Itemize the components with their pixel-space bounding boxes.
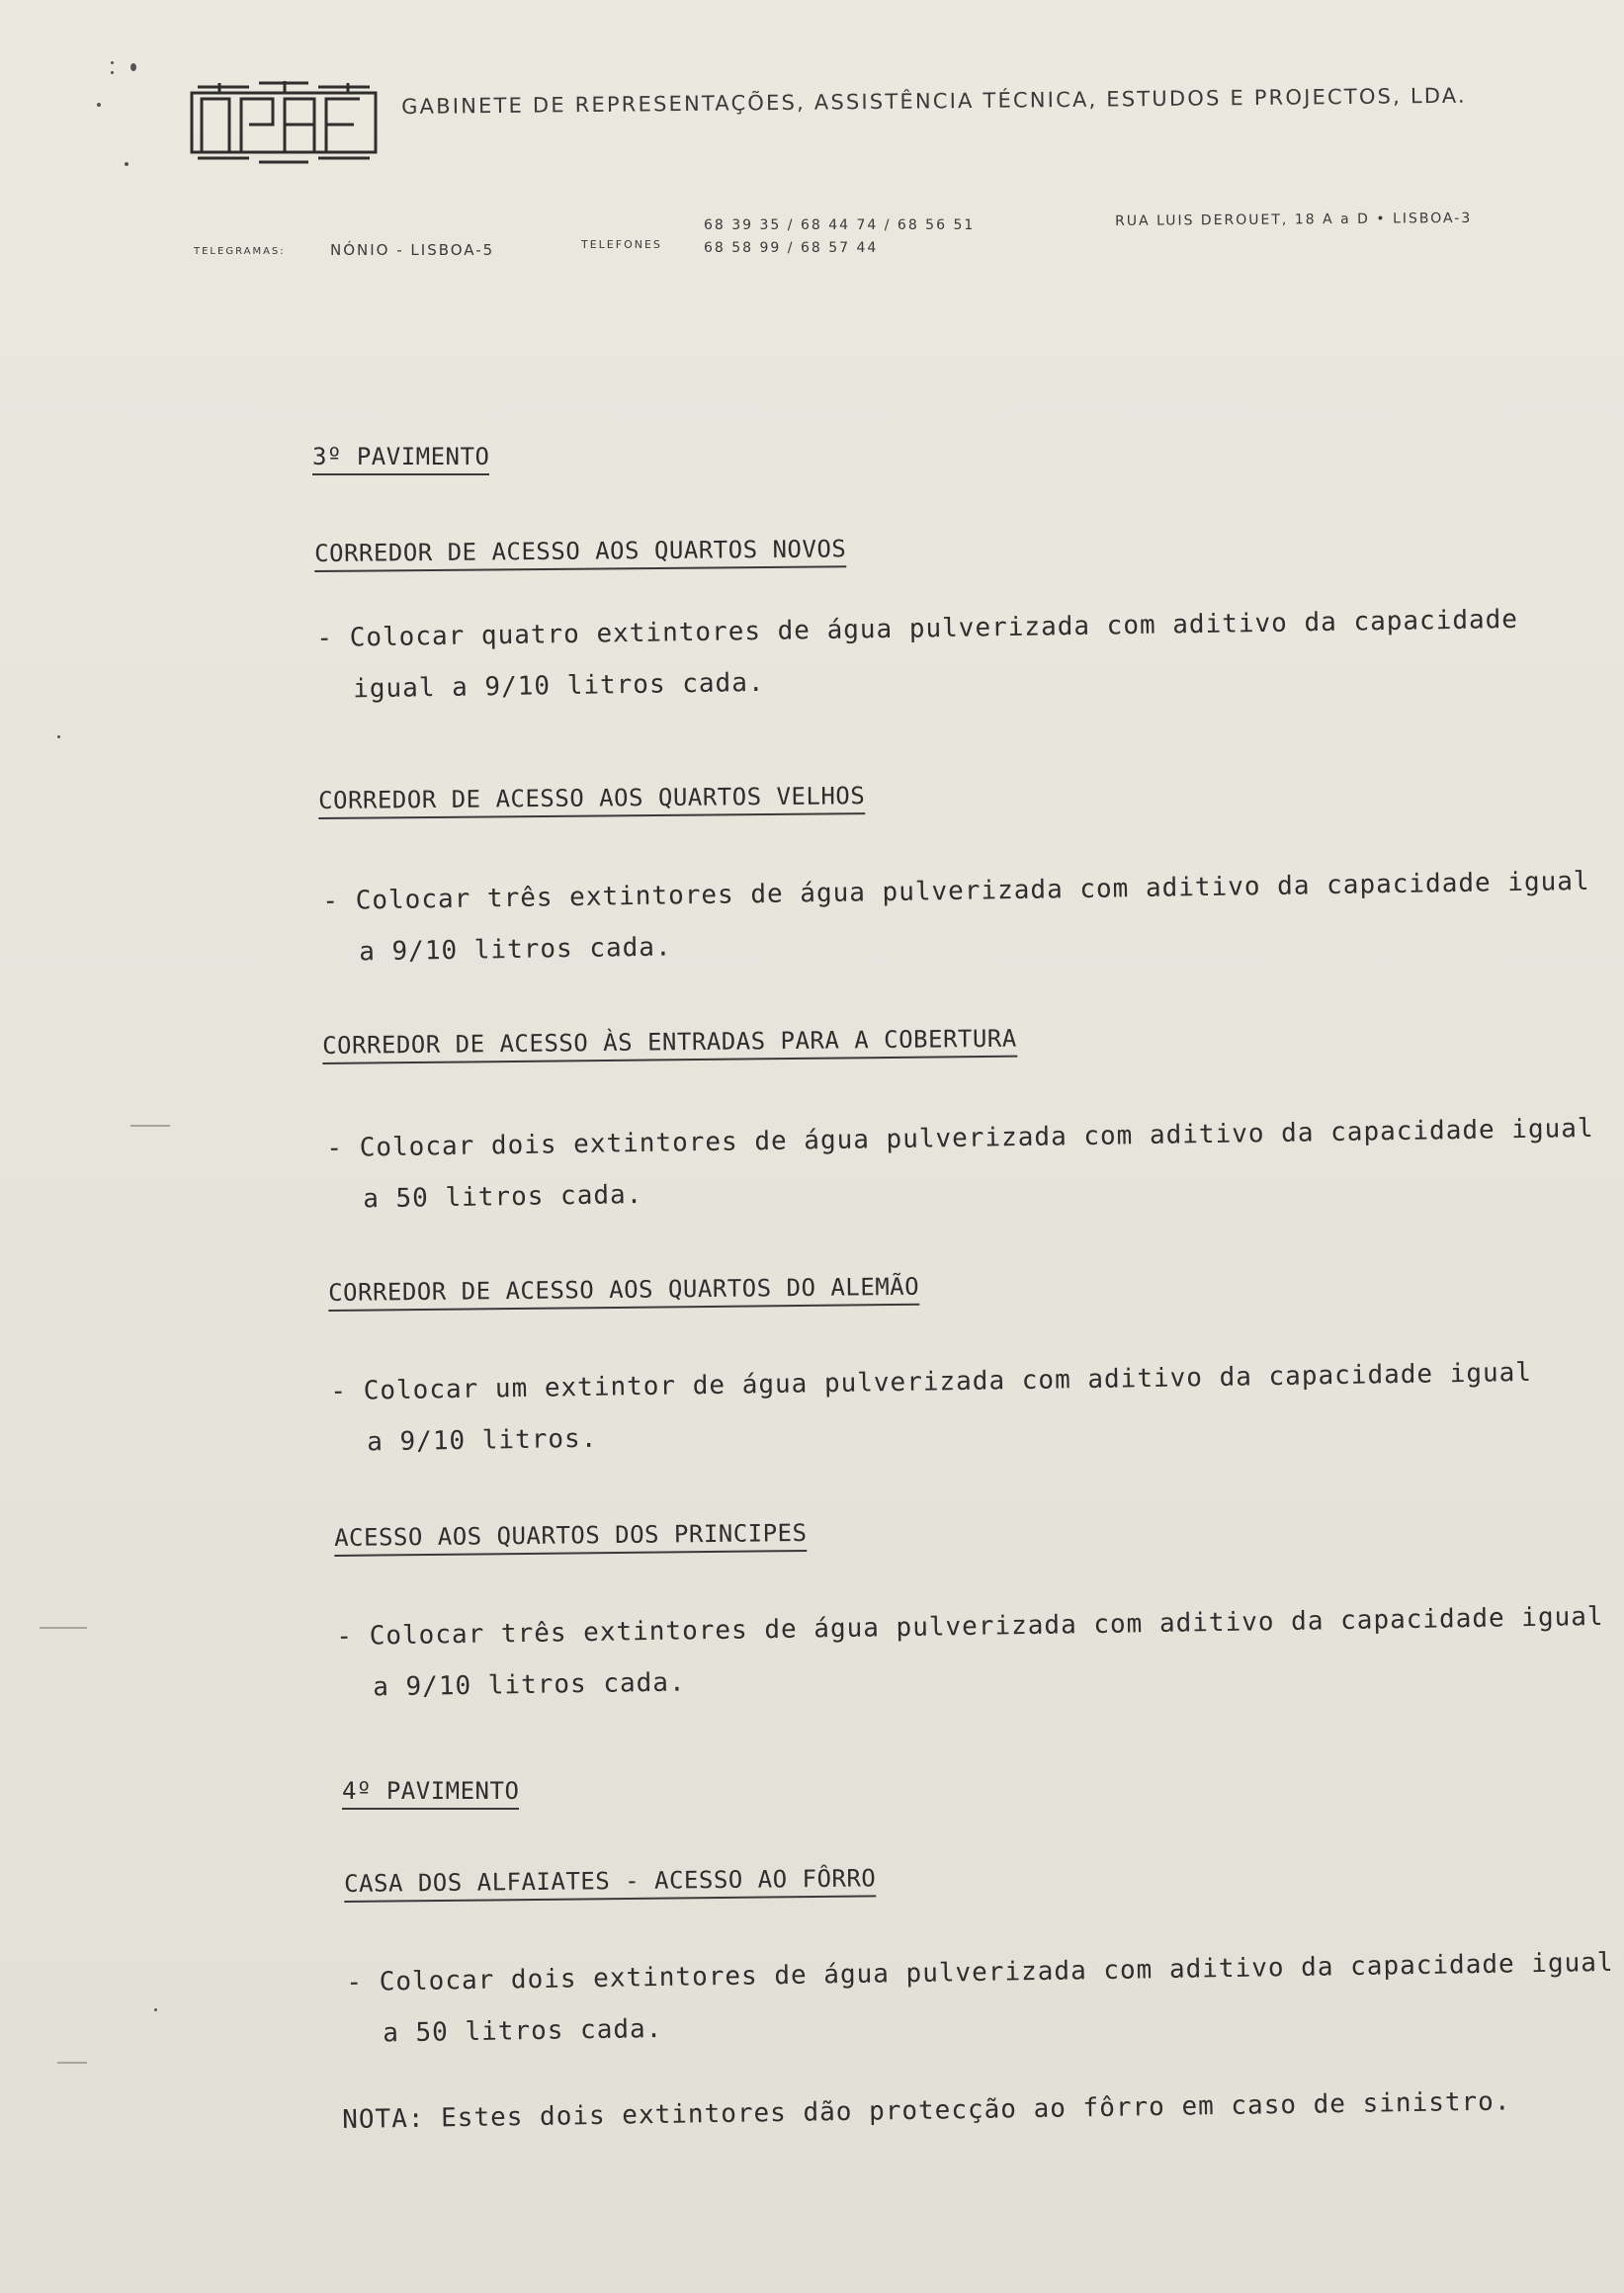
- section-heading: [328, 1273, 919, 1312]
- paragraph-line: - Colocar um extintor de água pulverizada com aditivo da capacidade igual: [330, 1357, 1533, 1406]
- section-title: CORREDOR DE ACESSO AOS QUARTOS VELHOS: [318, 782, 865, 819]
- section-title: CORREDOR DE ACESSO ÀS ENTRADAS PARA A COBERTURA: [322, 1025, 1017, 1064]
- telegram-label: TELEGRAMAS:: [194, 246, 286, 257]
- section-title: CORREDOR DE ACESSO AOS QUARTOS DO ALEMÃO: [328, 1273, 919, 1312]
- paragraph-line: - Colocar dois extintores de água pulverizada com aditivo da capacidade igual: [326, 1113, 1594, 1163]
- section-heading: [334, 1519, 808, 1557]
- section-paragraph: [326, 1103, 1595, 1226]
- paragraph-line: a 50 litros cada.: [382, 2013, 663, 2049]
- paragraph-line: - Colocar três extintores de água pulverizada com aditivo da capacidade igual: [322, 866, 1590, 916]
- ink-speck: [130, 63, 136, 71]
- street-address: RUA LUIS DEROUET, 18 A a D • LISBOA-3: [1115, 210, 1473, 229]
- floor-3-title: 3º PAVIMENTO: [312, 443, 489, 475]
- ink-speck: [125, 162, 128, 166]
- margin-mark: [57, 2062, 87, 2064]
- section-title: ACESSO AOS QUARTOS DOS PRINCIPES: [334, 1519, 808, 1557]
- section-paragraph: [346, 1937, 1615, 2060]
- ink-speck: [154, 2008, 157, 2011]
- company-name: GABINETE DE REPRESENTAÇÕES, ASSISTÊNCIA TÉCNICA, ESTUDOS E PROJECTOS, LDA.: [401, 83, 1467, 119]
- margin-mark: [40, 1627, 87, 1629]
- paragraph-line: a 9/10 litros cada.: [358, 932, 672, 968]
- section-heading: [318, 782, 865, 819]
- phone-label: TELEFONES: [581, 238, 662, 251]
- floor-3-heading: [312, 443, 489, 475]
- paragraph-line: - Colocar três extintores de água pulverizada com aditivo da capacidade igual: [336, 1601, 1604, 1652]
- ink-speck: [57, 735, 60, 738]
- section-heading: [344, 1864, 876, 1903]
- paragraph-line: - Colocar quatro extintores de água pulverizada com aditivo da capacidade: [316, 604, 1519, 653]
- floor-4-heading: [342, 1777, 519, 1810]
- section-paragraph: [322, 856, 1591, 978]
- section-paragraph: [316, 594, 1519, 716]
- paragraph-line: igual a 9/10 litros cada.: [352, 667, 765, 705]
- ink-speck: [97, 103, 101, 107]
- telegram-address: NÓNIO - LISBOA-5: [330, 241, 495, 259]
- floor-4-title: 4º PAVIMENTO: [342, 1777, 519, 1810]
- company-logo: [190, 79, 378, 166]
- paragraph-line: a 9/10 litros.: [366, 1423, 598, 1458]
- section-title: CORREDOR DE ACESSO AOS QUARTOS NOVOS: [314, 535, 846, 572]
- phone-numbers-line-1: 68 39 35 / 68 44 74 / 68 56 51: [704, 217, 976, 233]
- phone-numbers-line-2: 68 58 99 / 68 57 44: [704, 240, 879, 256]
- paragraph-line: a 50 litros cada.: [362, 1179, 643, 1215]
- section-heading: [314, 535, 846, 572]
- note-text: NOTA: Estes dois extintores dão protecção ao fôrro em caso de sinistro.: [342, 2086, 1511, 2135]
- section-title: CASA DOS ALFAIATES - ACESSO AO FÔRRO: [344, 1864, 876, 1903]
- paragraph-line: - Colocar dois extintores de água pulverizada com aditivo da capacidade igual: [346, 1947, 1614, 1997]
- section-paragraph: [336, 1591, 1605, 1714]
- ink-speck: [111, 61, 114, 64]
- ink-speck: [111, 71, 114, 74]
- margin-mark: [130, 1125, 170, 1127]
- section-heading: [322, 1025, 1017, 1064]
- section-paragraph: [330, 1347, 1533, 1469]
- paragraph-line: a 9/10 litros cada.: [372, 1667, 686, 1703]
